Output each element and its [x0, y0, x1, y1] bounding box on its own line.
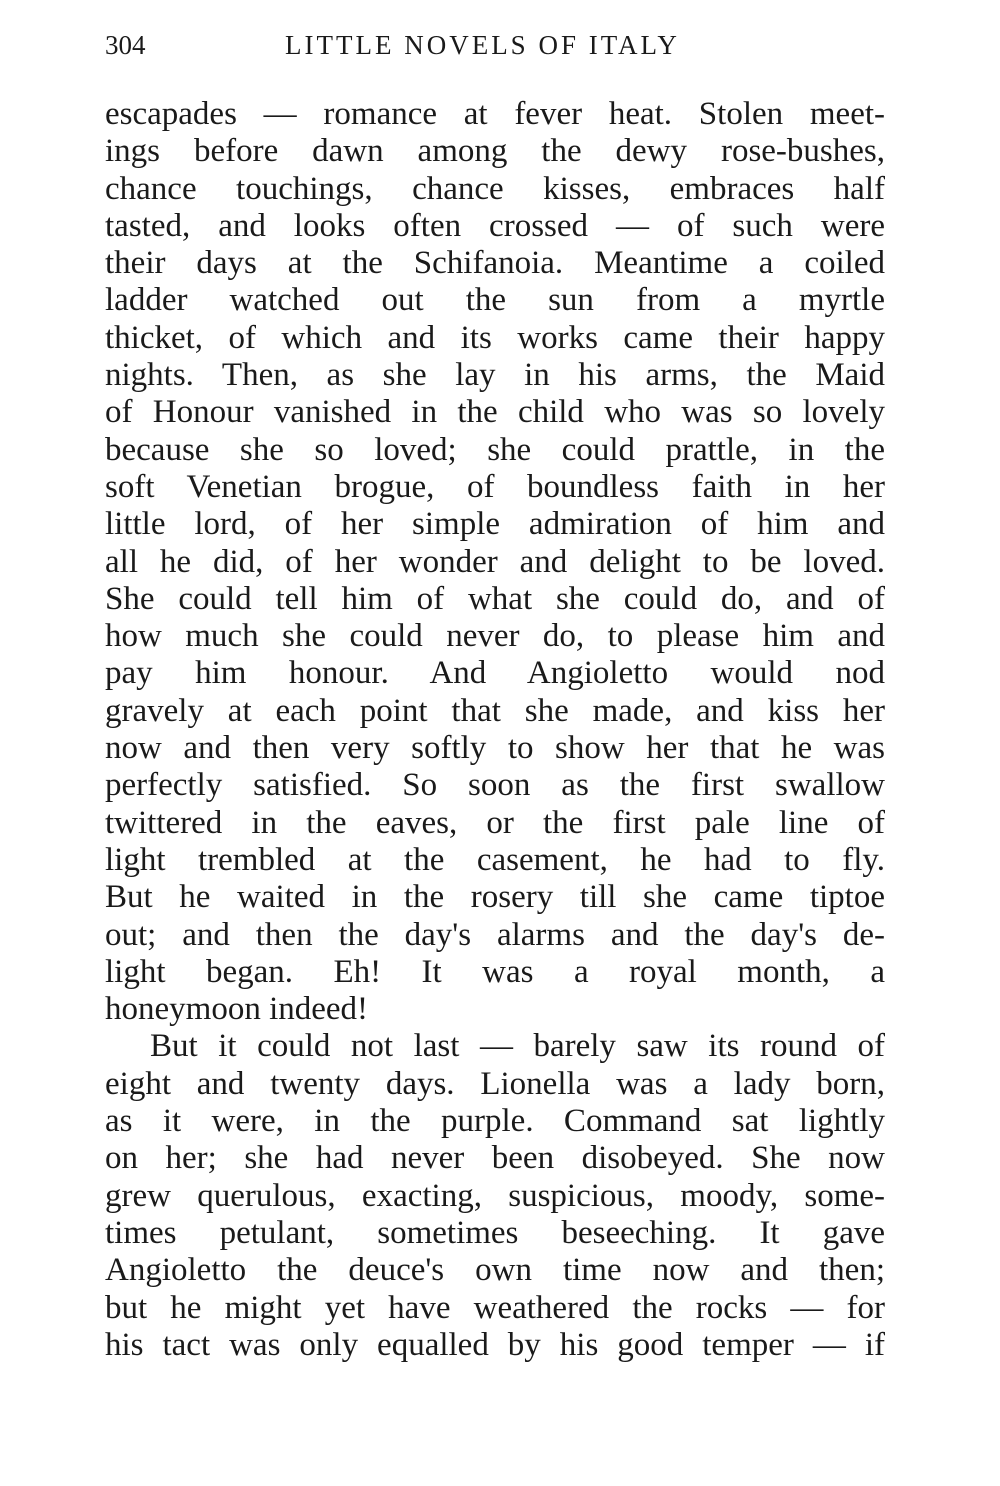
text-line: soft Venetian brogue, of boundless faith in her — [105, 468, 885, 505]
text-line: now and then very softly to show her that he was — [105, 730, 885, 767]
text-line: his tact was only equalled by his good temper — if — [105, 1326, 885, 1363]
text-line: because she so loved; she could prattle, in the — [105, 431, 885, 468]
text-line: twittered in the eaves, or the first pale line of — [105, 804, 885, 841]
text-line: of Honour vanished in the child who was so lovely — [105, 394, 885, 431]
page-number: 304 — [105, 30, 146, 60]
text-line: all he did, of her wonder and delight to be loved. — [105, 543, 885, 580]
text-line: how much she could never do, to please him and — [105, 618, 885, 655]
text-line: She could tell him of what she could do, and of — [105, 580, 885, 617]
text-line: gravely at each point that she made, and kiss her — [105, 692, 885, 729]
text-line: thicket, of which and its works came their happy — [105, 319, 885, 356]
text-line: pay him honour. And Angioletto would nod — [105, 655, 885, 692]
paragraph-end-line: honeymoon indeed! — [105, 991, 369, 1028]
text-line: Angioletto the deuce's own time now and then; — [105, 1252, 885, 1289]
text-line: ladder watched out the sun from a myrtle — [105, 282, 885, 319]
text-line: light trembled at the casement, he had to fly. — [105, 841, 885, 878]
text-line: perfectly satisfied. So soon as the first swallow — [105, 767, 885, 804]
text-line: little lord, of her simple admiration of him and — [105, 506, 885, 543]
text-line: out; and then the day's alarms and the day's de- — [105, 916, 885, 953]
running-title: LITTLE NOVELS OF ITALY — [285, 30, 680, 60]
text-line: but he might yet have weathered the rocks — for — [105, 1289, 885, 1326]
text-line: eight and twenty days. Lionella was a lady born, — [105, 1065, 885, 1102]
text-line: escapades — romance at fever heat. Stolen meet- — [105, 96, 885, 132]
running-head — [105, 26, 885, 66]
text-line: light began. Eh! It was a royal month, a — [105, 953, 885, 990]
text-line: their days at the Schifanoia. Meantime a coiled — [105, 245, 885, 282]
text-line: But he waited in the rosery till she came tiptoe — [105, 879, 885, 916]
text-line: as it were, in the purple. Command sat lightly — [105, 1103, 885, 1140]
body-text — [105, 96, 885, 1364]
text-line: times petulant, sometimes beseeching. It gave — [105, 1214, 885, 1251]
text-line: tasted, and looks often crossed — of such were — [105, 207, 885, 244]
text-line: nights. Then, as she lay in his arms, the Maid — [105, 357, 885, 394]
text-line: ings before dawn among the dewy rose-bushes, — [105, 133, 885, 170]
text-line: on her; she had never been disobeyed. She now — [105, 1140, 885, 1177]
text-line: grew querulous, exacting, suspicious, moody, some- — [105, 1177, 885, 1214]
paragraph-start-line: But it could not last — barely saw its round of — [150, 1028, 885, 1065]
text-line: chance touchings, chance kisses, embraces half — [105, 170, 885, 207]
